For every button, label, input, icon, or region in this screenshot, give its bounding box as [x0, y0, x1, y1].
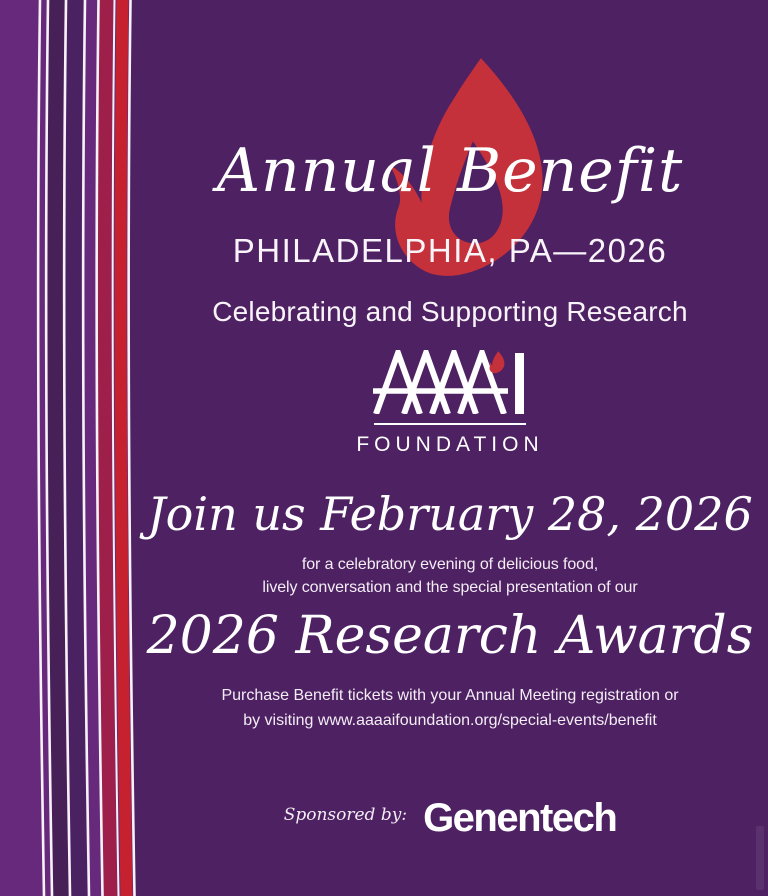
- aaaai-logo-mark-icon: [373, 350, 527, 414]
- event-tagline: Celebrating and Supporting Research: [212, 296, 688, 327]
- purchase-info-line2: by visiting www.aaaaifoundation.org/special-events/benefit: [243, 712, 657, 729]
- page-title: Annual Benefit: [216, 136, 684, 206]
- genentech-logo: Genentech: [423, 796, 617, 840]
- sponsor-section: [140, 798, 760, 838]
- logo-divider: [374, 423, 526, 425]
- event-description-line1: for a celebratory evening of delicious food,: [301, 556, 599, 573]
- sponsor-label: Sponsored by:: [283, 805, 408, 825]
- vertical-watermark: [756, 826, 764, 890]
- flyer-content: [140, 0, 760, 896]
- purchase-info-line1: Purchase Benefit tickets with your Annual Meeting registration or: [221, 687, 679, 704]
- aaaai-foundation-logo: [140, 350, 760, 457]
- event-description-line2: lively conversation and the special presentation of our: [262, 579, 638, 596]
- event-location-year: PHILADELPHIA, PA—2026: [232, 232, 668, 269]
- invite-date-line: Join us February 28, 2026: [147, 487, 753, 541]
- logo-flame-icon: [489, 351, 504, 373]
- awards-title: 2026 Research Awards: [146, 606, 754, 666]
- logo-foundation-label: FOUNDATION: [356, 433, 544, 456]
